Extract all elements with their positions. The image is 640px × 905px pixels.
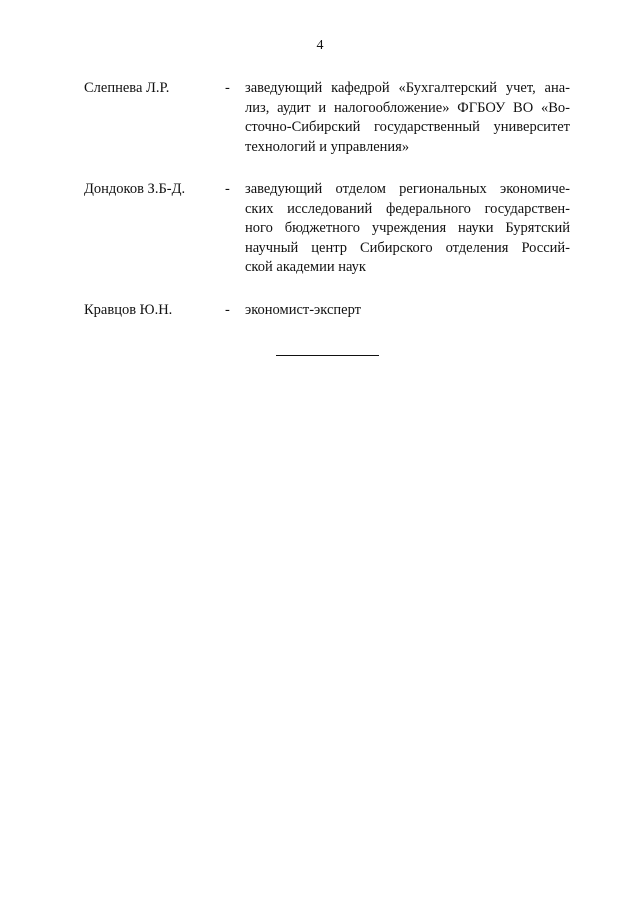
role-line: лиз, аудит и налогообложение» ФГБОУ ВО «Во- bbox=[245, 99, 570, 116]
member-row bbox=[84, 79, 570, 157]
end-of-list-rule bbox=[276, 355, 379, 356]
member-name: Кравцов Ю.Н. bbox=[84, 301, 173, 318]
member-dash: - bbox=[225, 301, 230, 318]
member-dash: - bbox=[225, 80, 230, 96]
member-name: Дондоков З.Б-Д. bbox=[84, 181, 186, 197]
member-role bbox=[245, 180, 570, 278]
role-line: технологий и управления» bbox=[245, 138, 410, 155]
member-role bbox=[245, 79, 570, 157]
role-line: экономист-эксперт bbox=[245, 301, 361, 318]
member-row bbox=[84, 301, 570, 321]
page-number: 4 bbox=[316, 38, 324, 53]
member-role bbox=[245, 301, 570, 321]
member-list bbox=[84, 79, 570, 343]
member-name: Слепнева Л.Р. bbox=[84, 80, 170, 96]
role-line: научный центр Сибирского отделения Россий- bbox=[245, 239, 570, 256]
role-line: заведующий отделом региональных экономиче- bbox=[245, 181, 570, 197]
role-line: заведующий кафедрой «Бухгалтерский учет, ана- bbox=[245, 80, 570, 96]
role-line: сточно-Сибирский государственный университет bbox=[245, 119, 570, 135]
role-line: ного бюджетного учреждения науки Бурятский bbox=[245, 220, 570, 236]
role-line: ских исследований федерального государствен- bbox=[245, 200, 570, 217]
role-line: ской академии наук bbox=[245, 259, 366, 275]
member-dash: - bbox=[225, 181, 230, 197]
member-row bbox=[84, 180, 570, 278]
